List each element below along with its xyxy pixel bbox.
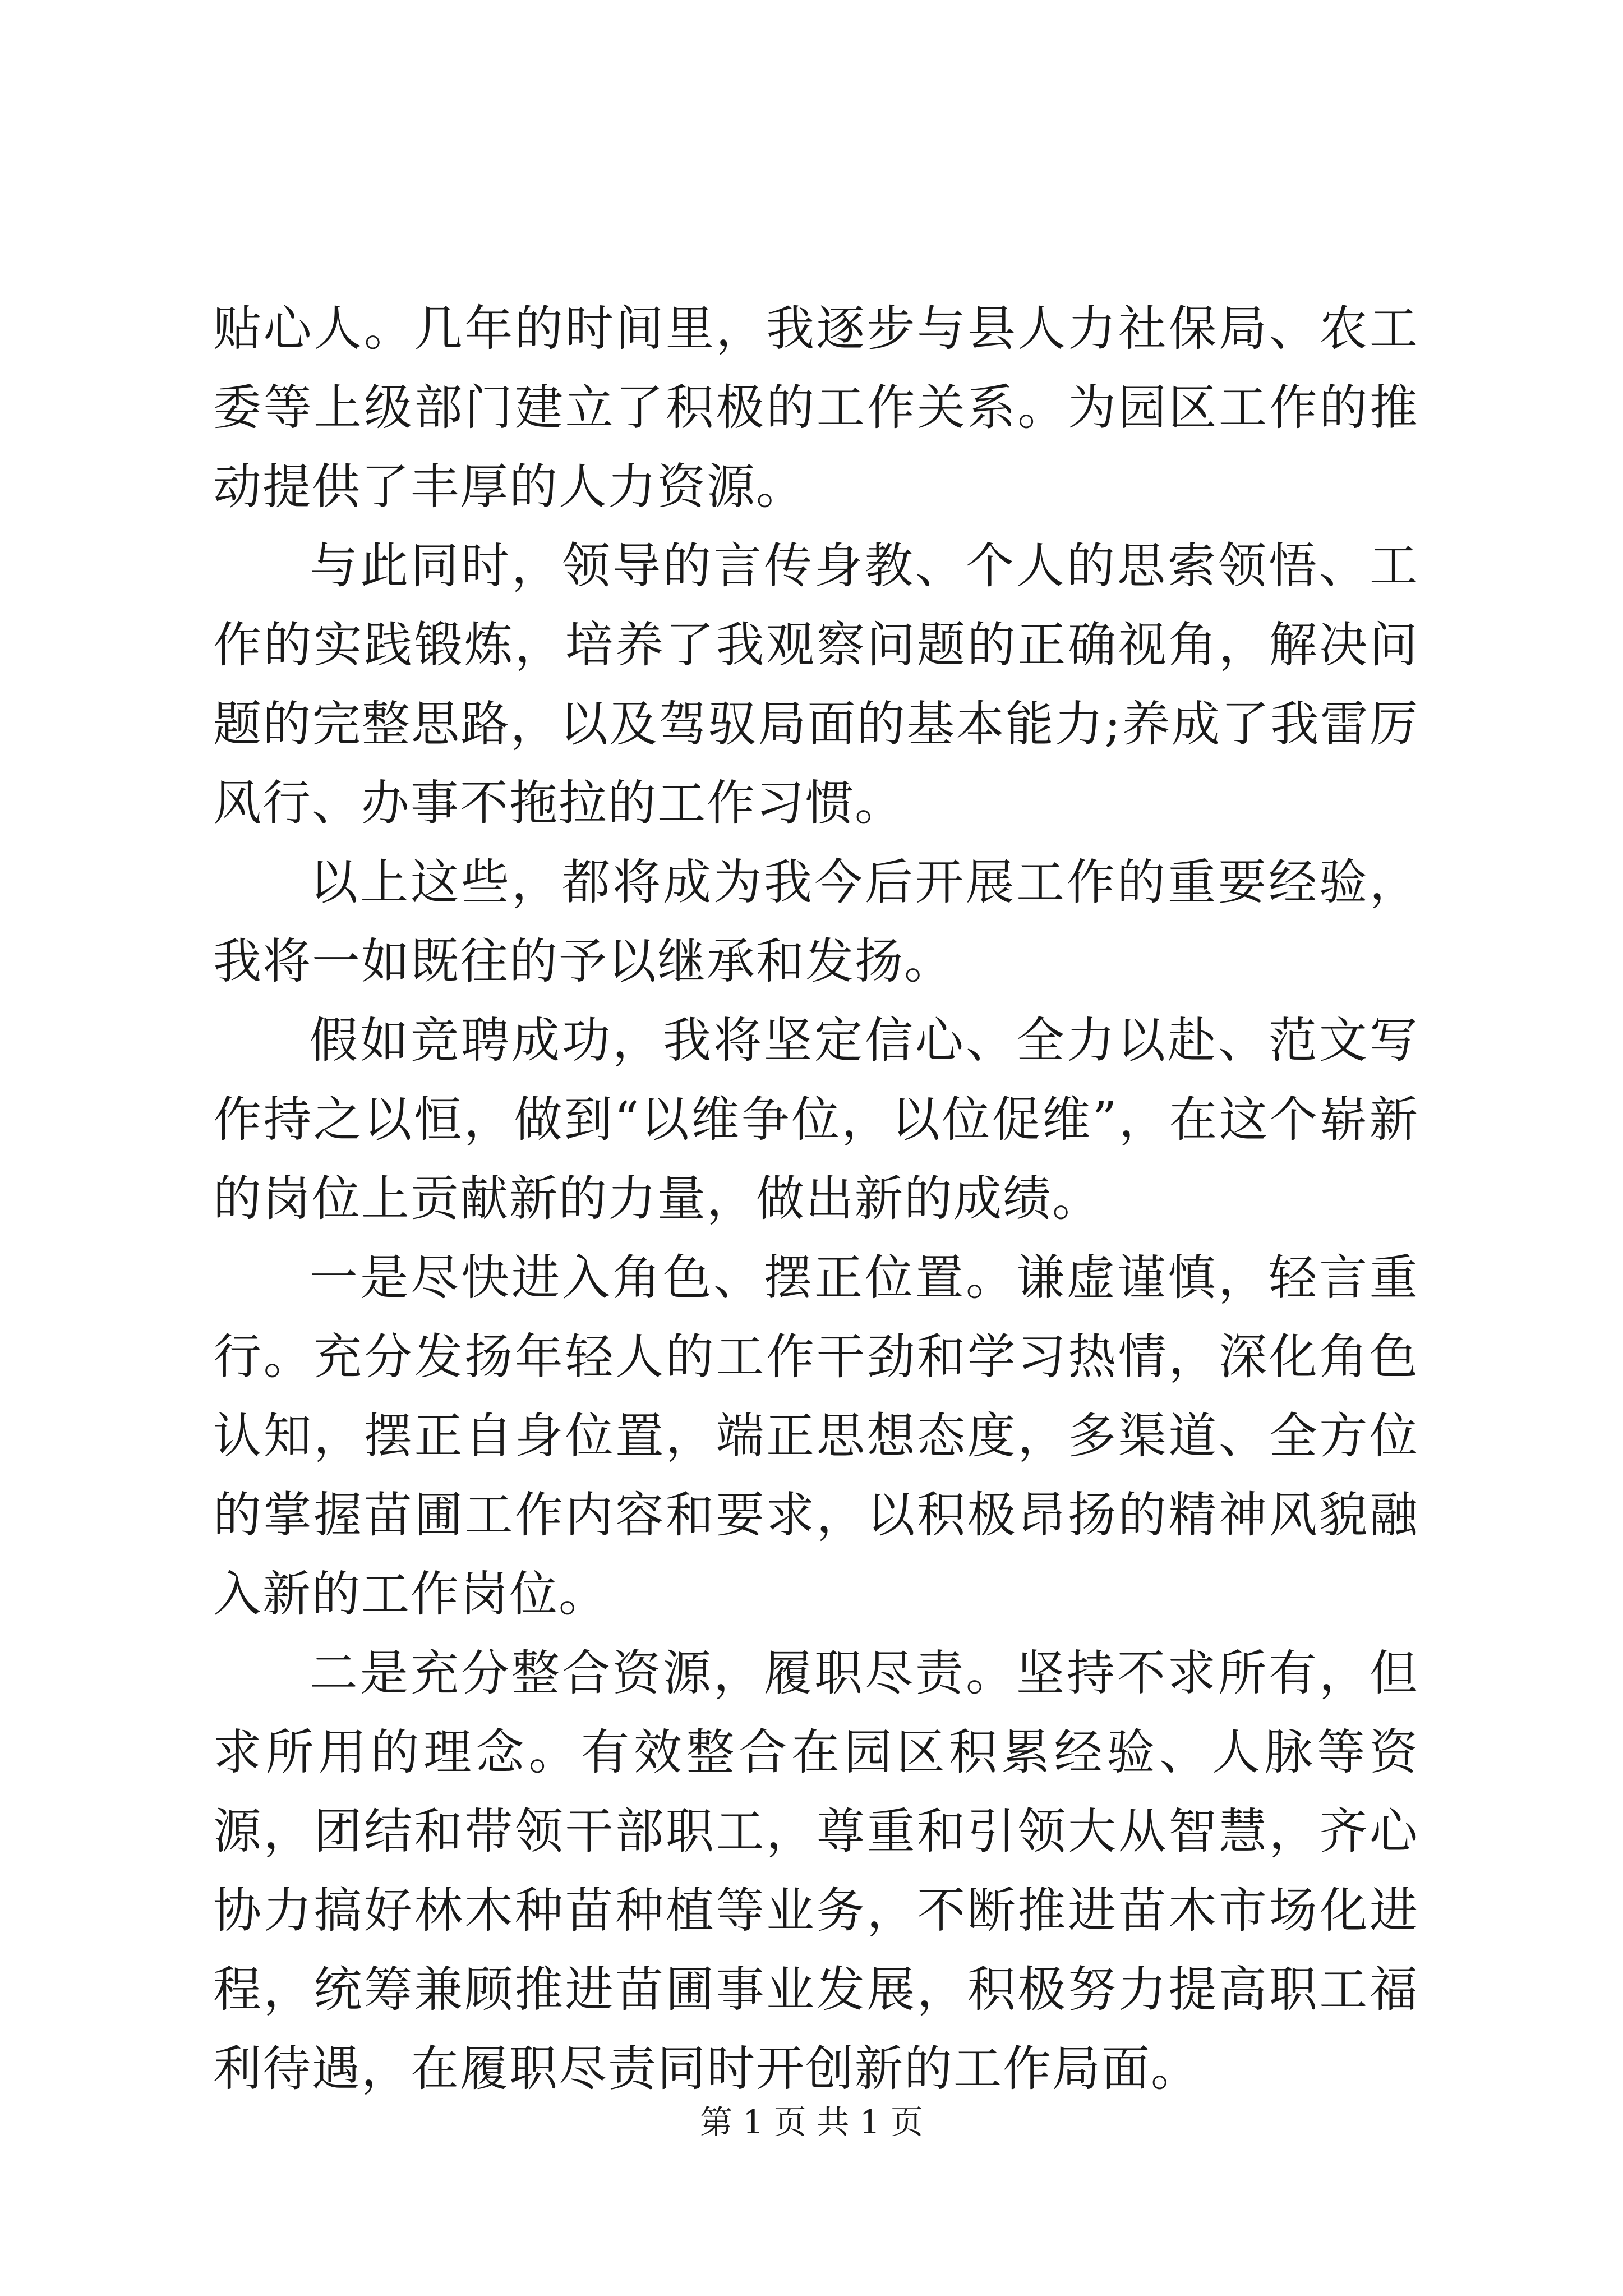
paragraph: 假如竞聘成功，我将坚定信心、全力以赴、范文写作持之以恒，做到“以维争位，以位促维”，在这个崭新的岗位上贡献新的力量，做出新的成绩。 <box>213 1013 1419 1227</box>
paragraph: 以上这些，都将成为我今后开展工作的重要经验，我将一如既往的予以继承和发扬。 <box>213 854 1419 990</box>
paragraph: 二是充分整合资源，履职尽责。坚持不求所有，但求所用的理念。有效整合在园区积累经验、人脉等资源，团结和带领干部职工，尊重和引领大从智慧，齐心协力搞好林木种苗种植等业务，不断推进苗木市场化进程，统筹兼顾推进苗圃事业发展，积极努力提高职工福利待遇，在履职尽责同时开创新的工作局面。 <box>213 1645 1419 2097</box>
page-footer: 第 1 页 共 1 页 <box>700 2103 923 2141</box>
document-body <box>213 289 1419 2109</box>
paragraph: 一是尽快进入角色、摆正位置。谦虚谨慎，轻言重行。充分发扬年轻人的工作干劲和学习热情，深化角色认知，摆正自身位置，端正思想态度，多渠道、全方位的掌握苗圃工作内容和要求，以积极昂扬的精神风貌融入新的工作岗位。 <box>213 1250 1419 1622</box>
paragraph-continuation: 贴心人。几年的时间里，我逐步与县人力社保局、农工委等上级部门建立了积极的工作关系。为园区工作的推动提供了丰厚的人力资源。 <box>213 301 1419 515</box>
paragraph: 与此同时，领导的言传身教、个人的思索领悟、工作的实践锻炼，培养了我观察问题的正确视角，解决问题的完整思路，以及驾驭局面的基本能力;养成了我雷厉风行、办事不拖拉的工作习惯。 <box>213 538 1419 831</box>
